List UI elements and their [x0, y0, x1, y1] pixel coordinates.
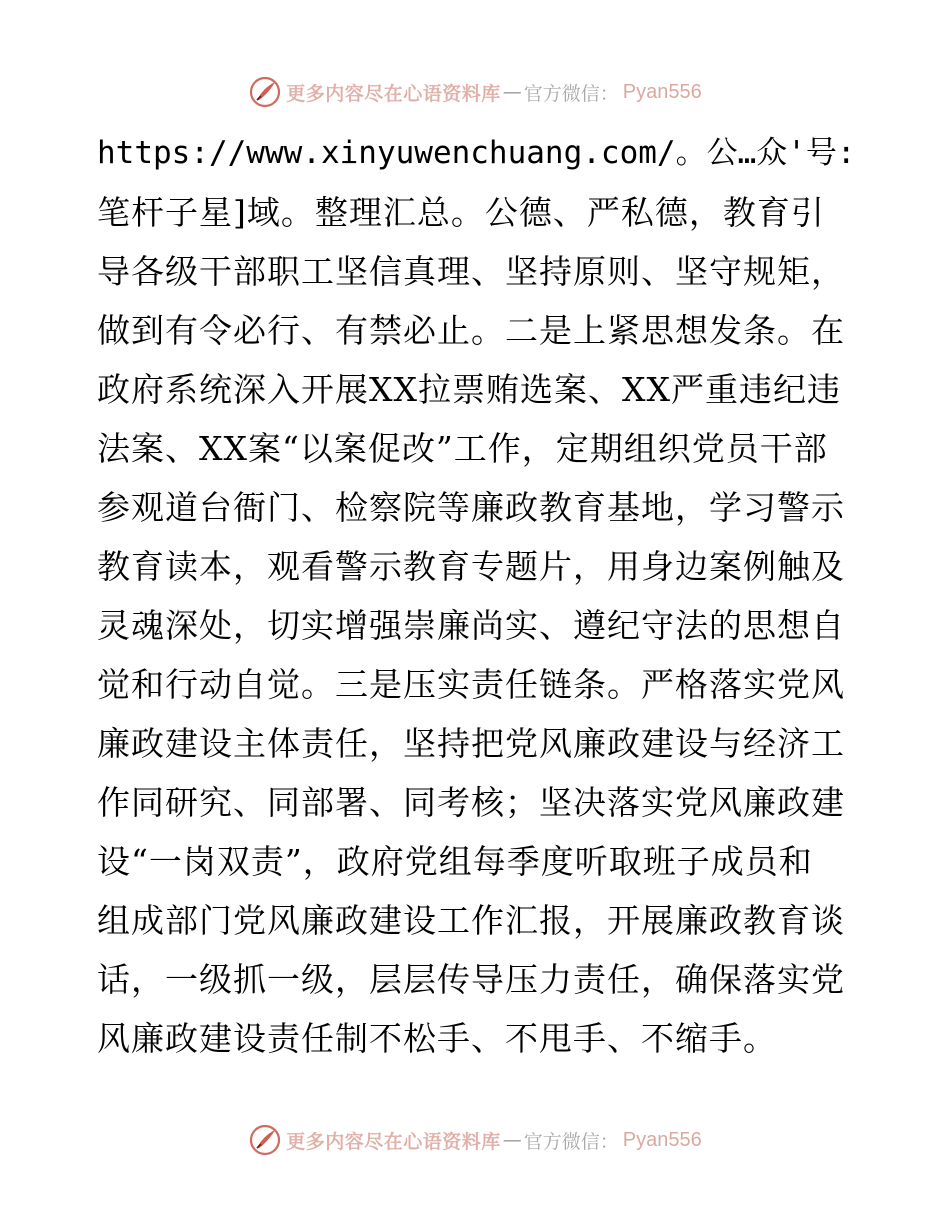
- body-line: 灵魂深处，切实增强崇廉尚实、遵纪守法的思想自: [97, 606, 845, 645]
- watermark-wechat-handle: Pyan556: [622, 1128, 702, 1151]
- watermark-wechat-handle: Pyan556: [622, 80, 702, 103]
- body-line: 参观道台衙门、检察院等廉政教育基地，学习警示: [97, 488, 845, 527]
- body-line: 廉政建设主体责任，坚持把党风廉政建设与经济工: [97, 724, 845, 763]
- body-line: 话，一级抓一级，层层传导压力责任，确保落实党: [97, 960, 845, 999]
- body-line: 做到有令必行、有禁必止。二是上紧思想发条。在: [97, 311, 845, 350]
- body-line: 设“一岗双责”，政府党组每季度听取班子成员和: [97, 842, 813, 881]
- watermark-official-label: 官方微信：: [523, 82, 619, 105]
- body-line: 组成部门党风廉政建设工作汇报，开展廉政教育谈: [97, 901, 845, 940]
- body-line: 教育读本，观看警示教育专题片，用身边案例触及: [97, 547, 845, 586]
- body-line: 政府系统深入开展XX拉票贿选案、XX严重违纪违: [97, 370, 841, 409]
- document-body: [97, 124, 867, 1068]
- watermark-separator: —: [502, 81, 522, 103]
- watermark-promo-text: 更多内容尽在心语资料库: [286, 1130, 501, 1153]
- quill-pen-logo-icon: [248, 1123, 282, 1157]
- body-line: 导各级干部职工坚信真理、坚持原则、坚守规矩，: [97, 252, 845, 291]
- body-line: 笔杆子星]域。整理汇总。公德、严私德，教育引: [97, 193, 825, 232]
- body-line: 风廉政建设责任制不松手、不甩手、不缩手。: [97, 1019, 777, 1058]
- footer-watermark: [0, 1120, 950, 1160]
- quill-pen-logo-icon: [248, 75, 282, 109]
- body-line: 法案、XX案“以案促改”工作，定期组织党员干部: [97, 429, 828, 468]
- body-line: 作同研究、同部署、同考核；坚决落实党风廉政建: [97, 783, 845, 822]
- watermark-official-label: 官方微信：: [523, 1130, 619, 1153]
- header-watermark: [0, 72, 950, 112]
- body-line: 觉和行动自觉。三是压实责任链条。严格落实党风: [97, 665, 845, 704]
- body-line: https://www.xinyuwenchuang.com/。公…众'号:: [97, 135, 856, 171]
- watermark-separator: —: [502, 1129, 522, 1151]
- watermark-promo-text: 更多内容尽在心语资料库: [286, 82, 501, 105]
